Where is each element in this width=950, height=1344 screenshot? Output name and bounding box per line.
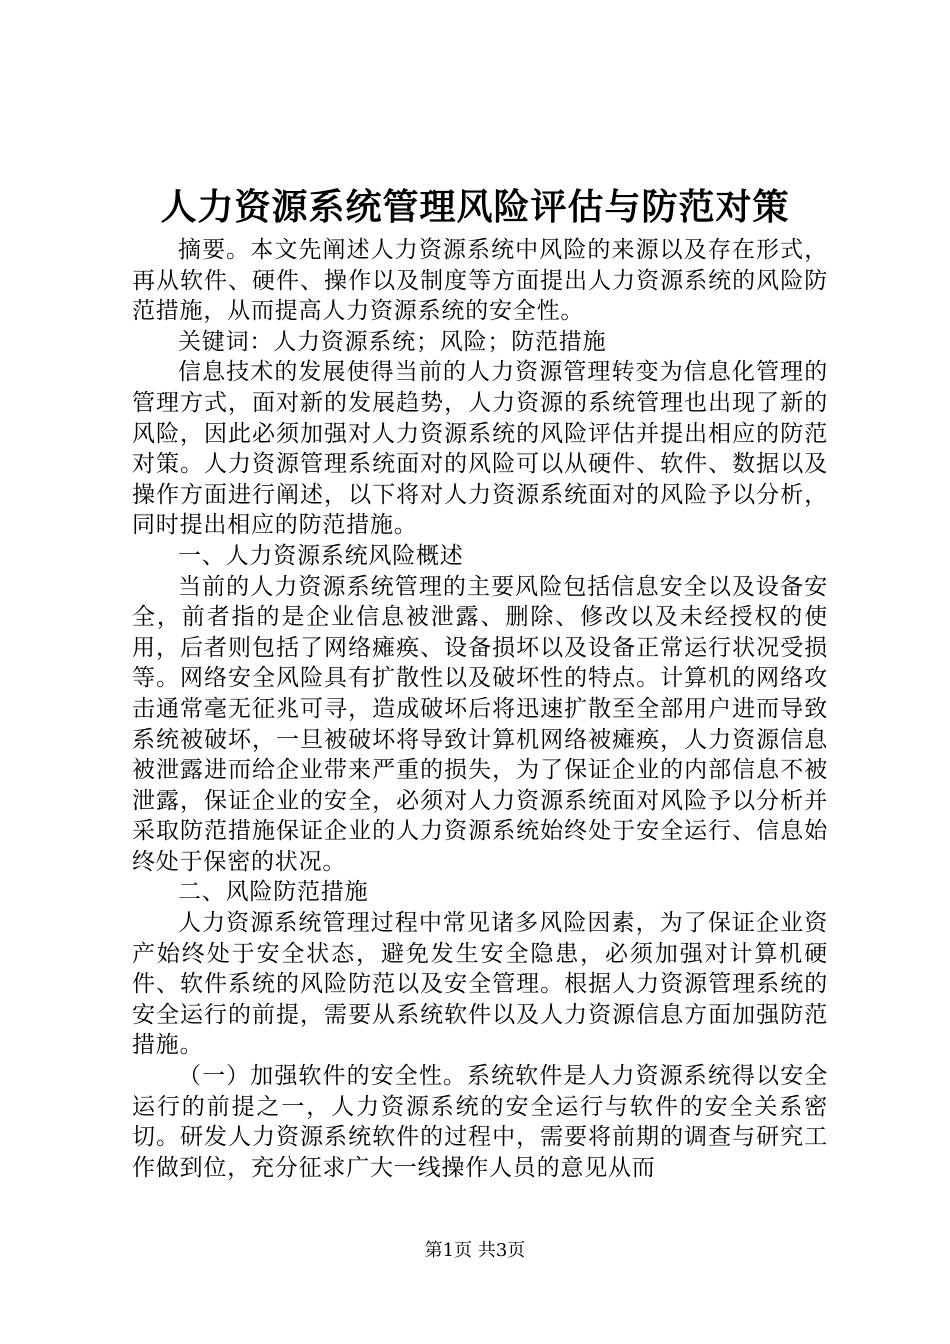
document-body	[132, 235, 828, 1183]
page-footer: 第1页 共3页	[424, 1240, 526, 1261]
section-2-paragraph: 人力资源系统管理过程中常见诸多风险因素，为了保证企业资产始终处于安全状态，避免发生安全隐患，必须加强对计算机硬件、软件系统的风险防范以及安全管理。根据人力资源管理系统的安全运行的前提，需要从系统软件以及人力资源信息方面加强防范措施。	[132, 910, 828, 1059]
keywords-paragraph: 关键词：人力资源系统；风险；防范措施	[178, 328, 607, 355]
section-heading-1: 一、人力资源系统风险概述	[178, 542, 464, 569]
subsection-1-paragraph: （一）加强软件的安全性。系统软件是人力资源系统得以安全运行的前提之一，人力资源系统的安全运行与软件的安全关系密切。研发人力资源系统软件的过程中，需要将前期的调查与研究工作做到位，充分征求广大一线操作人员的意见从而	[132, 1063, 828, 1181]
abstract-paragraph: 摘要。本文先阐述人力资源系统中风险的来源以及存在形式，再从软件、硬件、操作以及制度等方面提出人力资源系统的风险防范措施，从而提高人力资源系统的安全性。	[132, 237, 828, 325]
document-title: 人力资源系统管理风险评估与防范对策	[160, 186, 790, 228]
section-1-paragraph: 当前的人力资源系统管理的主要风险包括信息安全以及设备安全，前者指的是企业信息被泄露、删除、修改以及未经授权的使用，后者则包括了网络瘫痪、设备损坏以及设备正常运行状况受损等。网络安全风险具有扩散性以及破坏性的特点。计算机的网络攻击通常毫无征兆可寻，造成破坏后将迅速扩散至全部用户进而导致系统被破坏，一旦被破坏将导致计算机网络被瘫痪，人力资源信息被泄露进而给企业带来严重的损失，为了保证企业的内部信息不被泄露，保证企业的安全，必须对人力资源系统面对风险予以分析并采取防范措施保证企业的人力资源系统始终处于安全运行、信息始终处于保密的状况。	[132, 573, 828, 875]
section-heading-2: 二、风险防范措施	[178, 879, 369, 906]
intro-paragraph: 信息技术的发展使得当前的人力资源管理转变为信息化管理的管理方式，面对新的发展趋势，人力资源的系统管理也出现了新的风险，因此必须加强对人力资源系统的风险评估并提出相应的防范对策。人力资源管理系统面对的风险可以从硬件、软件、数据以及操作方面进行阐述，以下将对人力资源系统面对的风险予以分析，同时提出相应的防范措施。	[132, 359, 828, 539]
